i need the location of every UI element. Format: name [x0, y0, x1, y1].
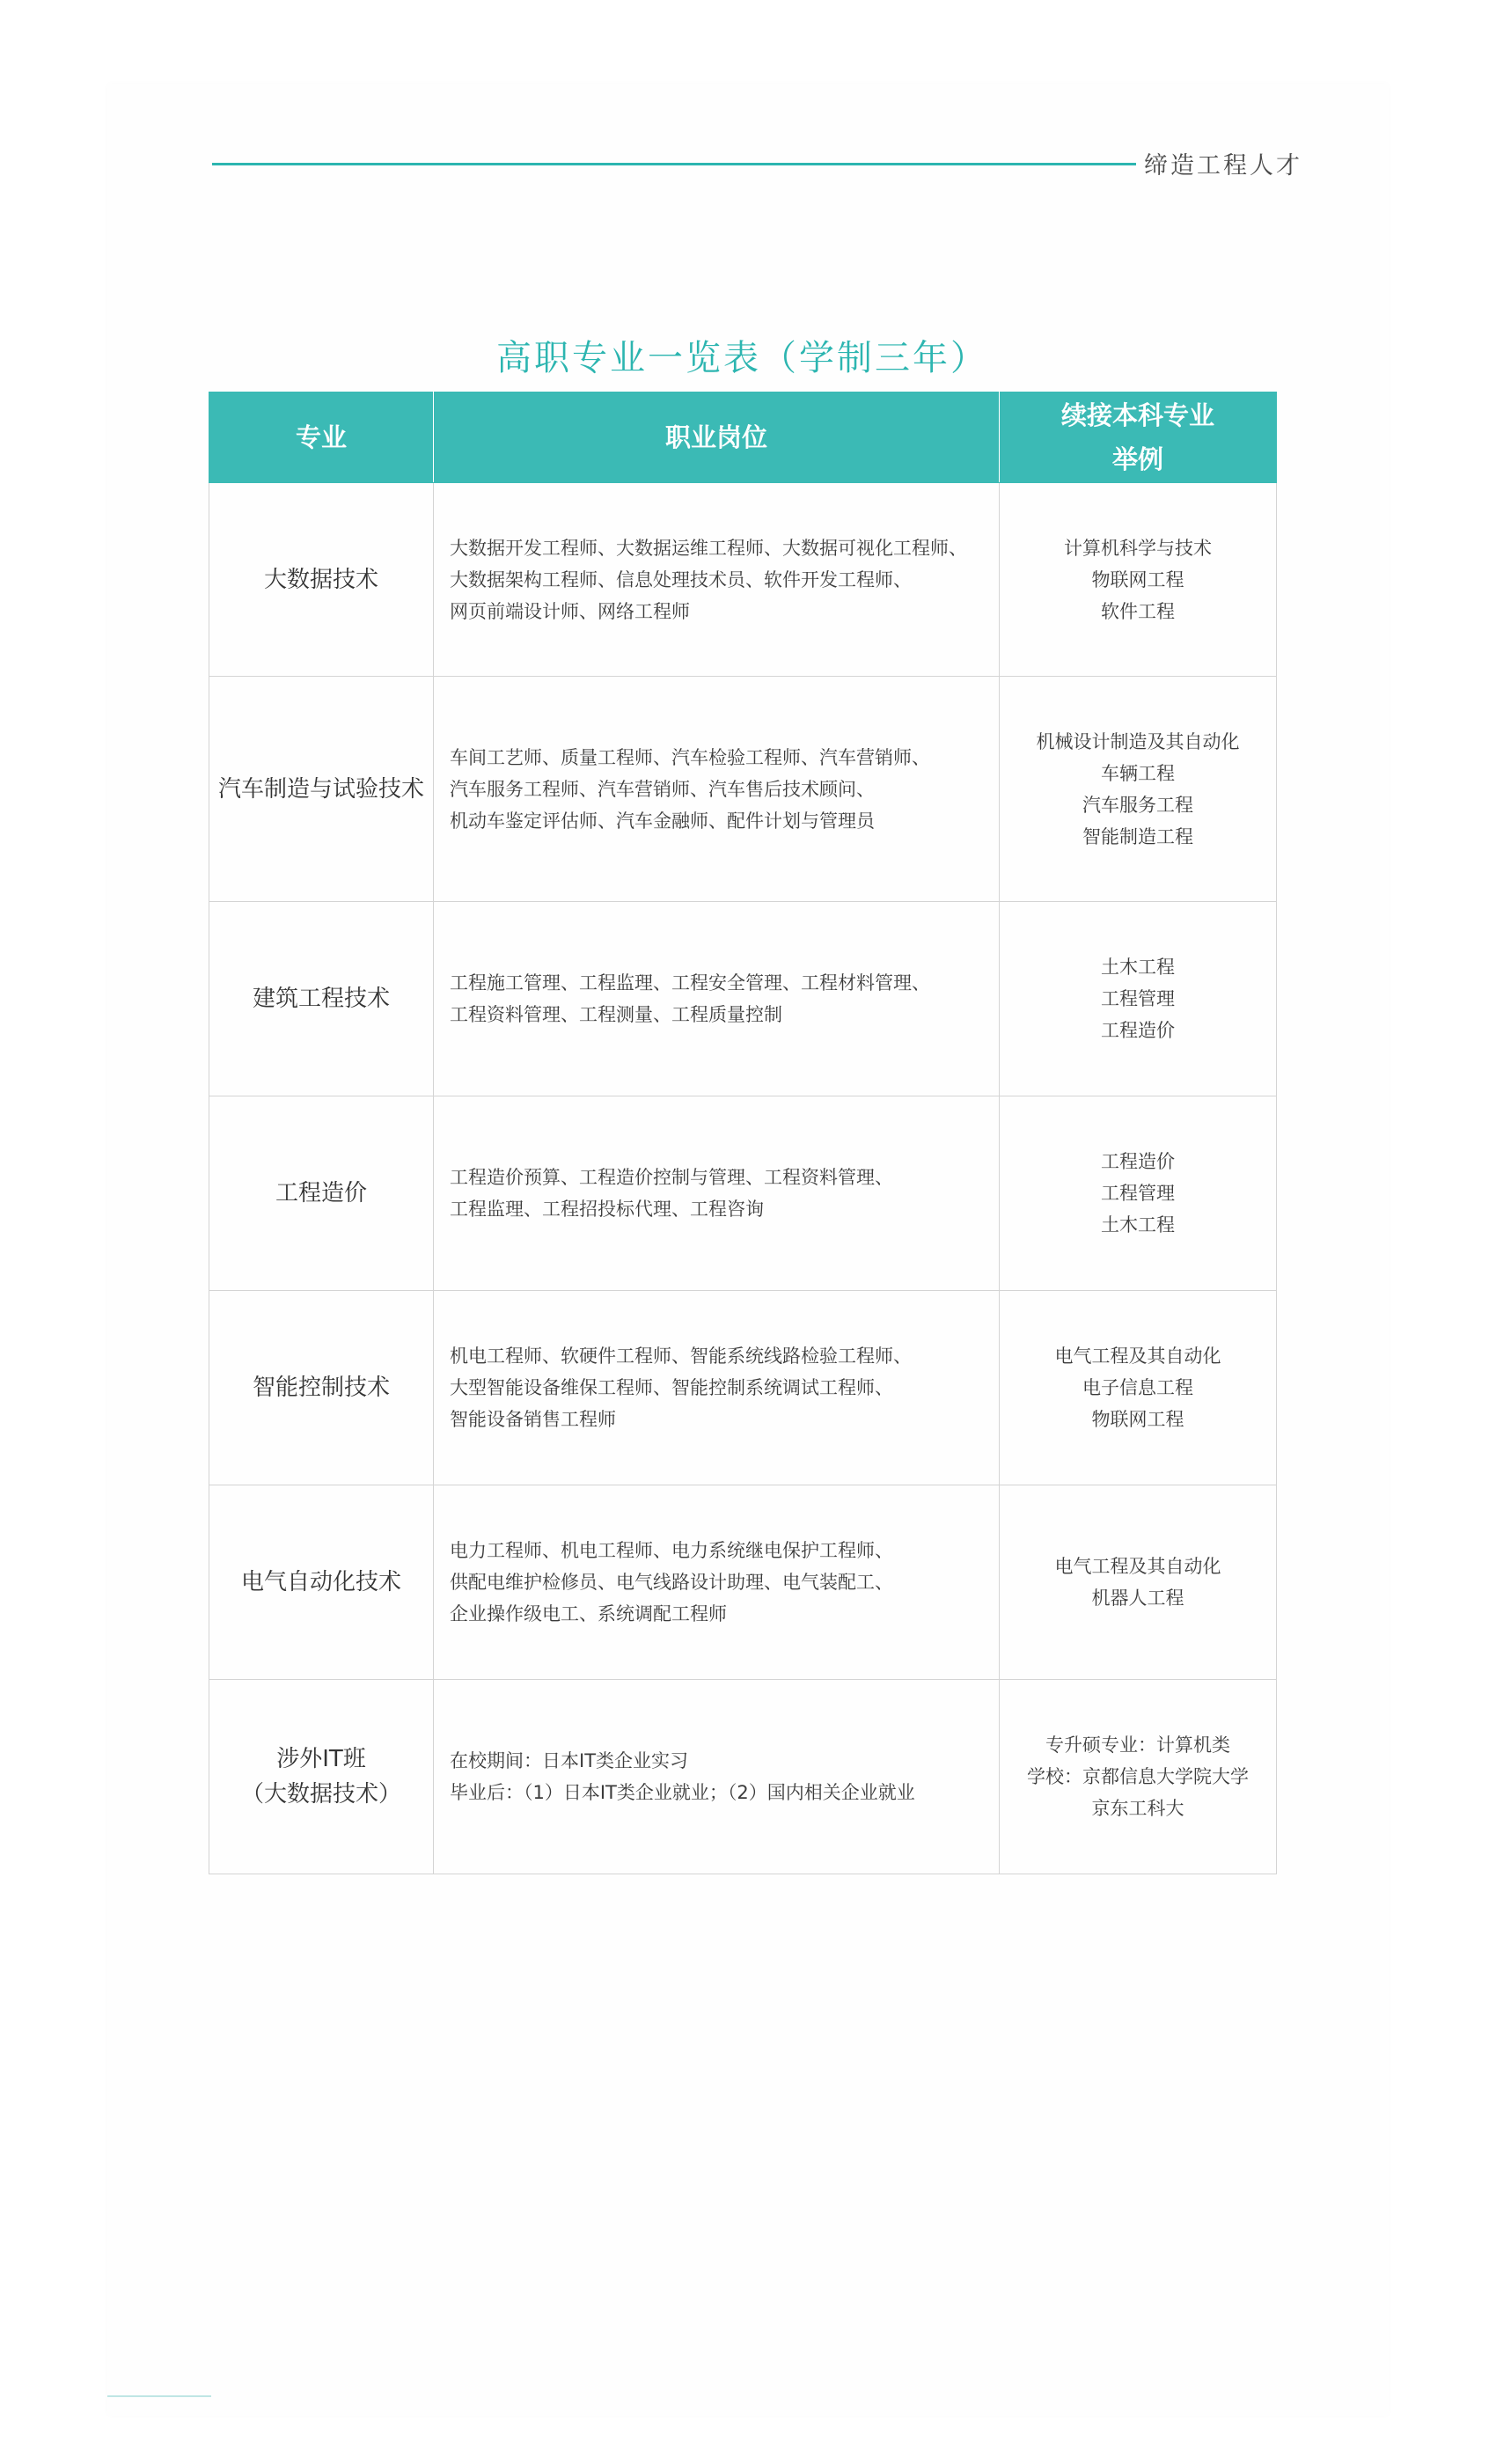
- table-header-row: [209, 392, 1277, 483]
- table-title: 高职专业一览表（学制三年）: [496, 338, 988, 378]
- further-study-cell: [1000, 483, 1277, 677]
- further-major-line: 汽车服务工程: [1082, 794, 1193, 816]
- further-major-line: 专升硕专业：计算机类: [1045, 1734, 1230, 1756]
- job-line: 工程造价预算、工程造价控制与管理、工程资料管理、: [450, 1167, 893, 1188]
- jobs-cell: [434, 1485, 1000, 1680]
- table-row: [209, 483, 1277, 677]
- further-major-line: 电气工程及其自动化: [1054, 1346, 1221, 1367]
- major-cell: [209, 902, 434, 1096]
- major-name-line: 工程造价: [275, 1180, 367, 1206]
- major-cell: [209, 483, 434, 677]
- major-name-line: 建筑工程技术: [252, 986, 390, 1012]
- further-major-line: 土木工程: [1101, 957, 1175, 978]
- major-cell: [209, 1680, 434, 1874]
- further-major-line: 电子信息工程: [1082, 1377, 1193, 1398]
- further-study-cell: [1000, 1096, 1277, 1291]
- major-cell: [209, 677, 434, 902]
- table-row: [209, 677, 1277, 902]
- job-line: 机电工程师、软硬件工程师、智能系统线路检验工程师、: [450, 1346, 912, 1367]
- further-major-line: 京东工科大: [1091, 1798, 1184, 1819]
- job-line: 机动车鉴定评估师、汽车金融师、配件计划与管理员: [450, 810, 875, 832]
- table-body: [209, 483, 1277, 1874]
- job-line: 供配电维护检修员、电气线路设计助理、电气装配工、: [450, 1572, 893, 1593]
- jobs-cell: [434, 1096, 1000, 1291]
- major-name-line: （大数据技术）: [240, 1781, 401, 1808]
- table-row: [209, 1485, 1277, 1680]
- table-row: [209, 902, 1277, 1096]
- jobs-cell: [434, 1291, 1000, 1485]
- jobs-cell: [434, 1680, 1000, 1874]
- header-further-study: [1000, 392, 1277, 483]
- major-name-line: 智能控制技术: [252, 1375, 390, 1401]
- job-line: 网页前端设计师、网络工程师: [450, 600, 690, 622]
- major-cell: [209, 1291, 434, 1485]
- header-major: 专业: [209, 392, 434, 483]
- job-line: 工程监理、工程招投标代理、工程咨询: [450, 1199, 764, 1220]
- further-study-cell: [1000, 1485, 1277, 1680]
- header-divider-line: [212, 163, 1136, 165]
- jobs-cell: [434, 902, 1000, 1096]
- further-major-line: 工程造价: [1101, 1151, 1175, 1172]
- major-name-line: 大数据技术: [263, 566, 378, 593]
- further-study-cell: [1000, 1291, 1277, 1485]
- further-major-line: 工程管理: [1101, 1183, 1175, 1204]
- further-major-line: 电气工程及其自动化: [1054, 1556, 1221, 1577]
- table-header: [209, 392, 1277, 483]
- major-name-line: 涉外IT班: [276, 1746, 366, 1772]
- job-line: 汽车服务工程师、汽车营销师、汽车售后技术顾问、: [450, 778, 875, 800]
- job-line: 大数据架构工程师、信息处理技术员、软件开发工程师、: [450, 568, 912, 590]
- job-line: 车间工艺师、质量工程师、汽车检验工程师、汽车营销师、: [450, 746, 930, 768]
- job-line: 大型智能设备维保工程师、智能控制系统调试工程师、: [450, 1377, 893, 1398]
- job-line: 企业操作级电工、系统调配工程师: [450, 1603, 727, 1624]
- job-line: 大数据开发工程师、大数据运维工程师、大数据可视化工程师、: [450, 537, 967, 559]
- job-line: 毕业后：（1）日本IT类企业就业；（2）国内相关企业就业: [450, 1782, 915, 1803]
- job-line: 工程施工管理、工程监理、工程安全管理、工程材料管理、: [450, 972, 930, 994]
- bottom-accent-line: [107, 2395, 211, 2397]
- further-major-line: 机器人工程: [1091, 1588, 1184, 1609]
- major-cell: [209, 1096, 434, 1291]
- job-line: 电力工程师、机电工程师、电力系统继电保护工程师、: [450, 1540, 893, 1561]
- jobs-cell: [434, 483, 1000, 677]
- job-line: 工程资料管理、工程测量、工程质量控制: [450, 1004, 782, 1025]
- further-major-line: 学校：京都信息大学院大学: [1027, 1766, 1249, 1787]
- majors-table: [209, 392, 1277, 1874]
- further-study-cell: [1000, 677, 1277, 902]
- further-study-cell: [1000, 1680, 1277, 1874]
- job-line: 在校期间：日本IT类企业实习: [450, 1750, 689, 1771]
- further-major-line: 车辆工程: [1101, 762, 1175, 784]
- further-major-line: 计算机科学与技术: [1064, 537, 1212, 559]
- further-major-line: 土木工程: [1101, 1214, 1175, 1236]
- jobs-cell: [434, 677, 1000, 902]
- header-jobs: 职业岗位: [434, 392, 1000, 483]
- table-row: [209, 1291, 1277, 1485]
- further-major-line: 物联网工程: [1091, 568, 1184, 590]
- further-major-line: 智能制造工程: [1082, 825, 1193, 847]
- table-row: [209, 1680, 1277, 1874]
- header-further-line2: 举例: [1111, 444, 1163, 474]
- further-study-cell: [1000, 902, 1277, 1096]
- job-line: 智能设备销售工程师: [450, 1409, 616, 1430]
- further-major-line: 工程管理: [1101, 988, 1175, 1009]
- further-major-line: 机械设计制造及其自动化: [1036, 730, 1240, 752]
- further-major-line: 工程造价: [1101, 1020, 1175, 1041]
- major-cell: [209, 1485, 434, 1680]
- major-name-line: 汽车制造与试验技术: [217, 775, 424, 803]
- header-further-line1: 续接本科专业: [1060, 400, 1214, 430]
- further-major-line: 软件工程: [1101, 600, 1175, 622]
- further-major-line: 物联网工程: [1091, 1409, 1184, 1430]
- table-row: [209, 1096, 1277, 1291]
- major-name-line: 电气自动化技术: [240, 1569, 401, 1595]
- header-slogan: 缔造工程人才: [1144, 152, 1302, 180]
